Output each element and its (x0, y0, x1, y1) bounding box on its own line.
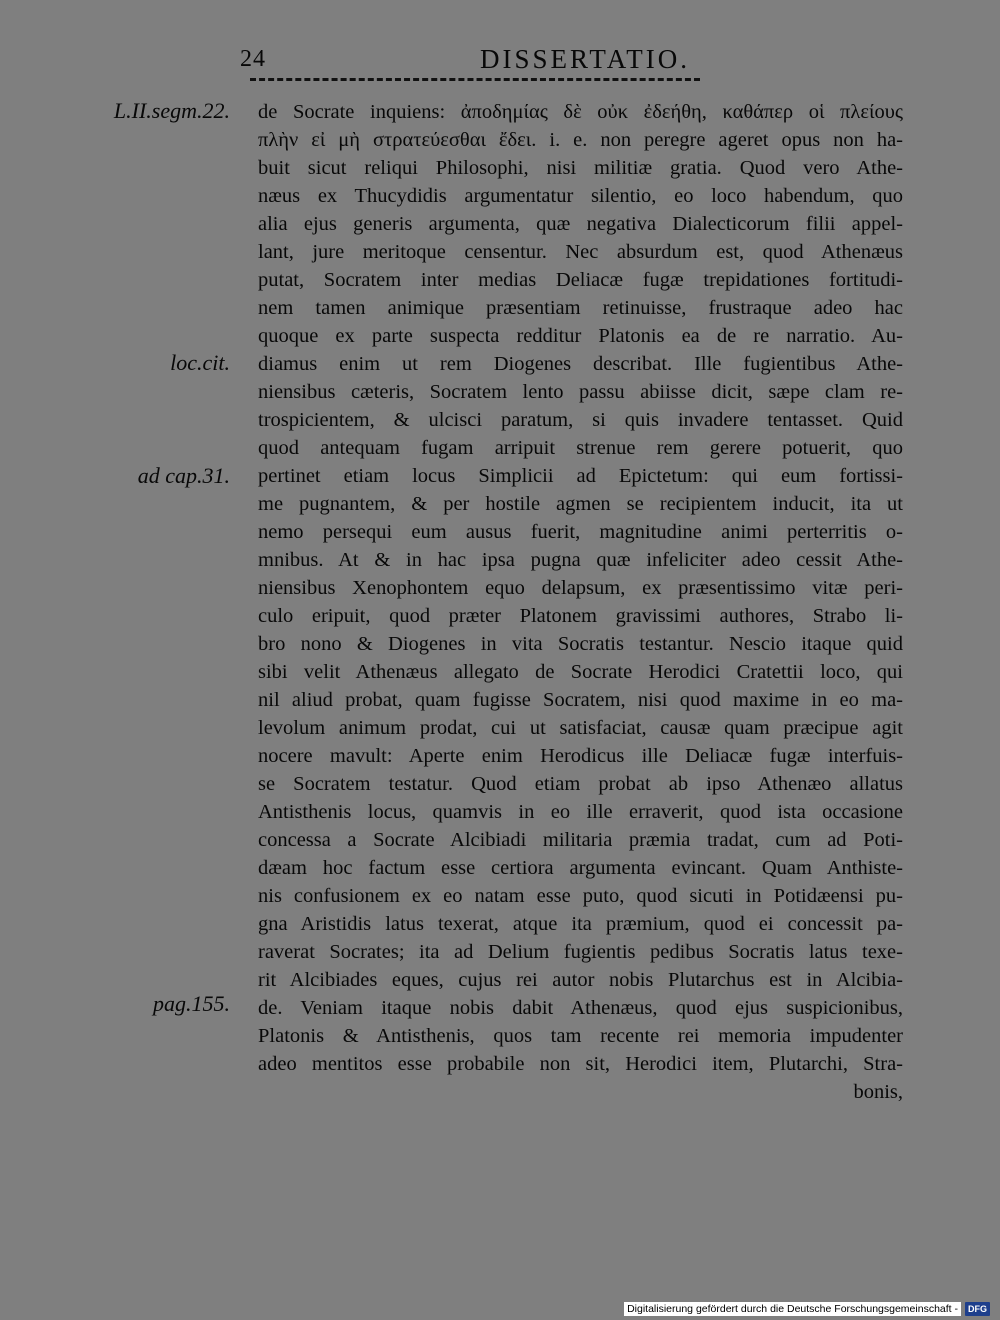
text-line: nil aliud probat, quam fugisse Socratem, nisi quod maxime in eo ma- (258, 689, 903, 711)
text-line: rit Alcibiades eques, cujus rei autor nobis Plutarchus est in Alcibia- (258, 969, 903, 991)
margin-note: ad cap.31. (137, 463, 230, 488)
digitization-credit (624, 1302, 990, 1316)
text-line: concessa a Socrate Alcibiadi militaria præmia tradat, cum ad Poti- (258, 829, 903, 851)
text-line: niensibus Xenophontem equo delapsum, ex præsentissimo vitæ peri- (258, 577, 903, 599)
text-line: gna Aristidis latus texerat, atque ita præmium, quod ei concessit pa- (258, 913, 903, 935)
header-rule (250, 78, 700, 81)
running-title: DISSERTATIO. (480, 44, 690, 74)
margin-note: loc.cit. (170, 350, 230, 375)
text-line: trospicientem, & ulcisci paratum, si quis invadere tentasset. Quid (258, 409, 903, 431)
text-line: Platonis & Antisthenis, quos tam recente rei memoria impudenter (258, 1025, 903, 1047)
margin-note: L.II.segm.22. (113, 98, 230, 123)
text-line: pertinet etiam locus Simplicii ad Epictetum: qui eum fortissi- (258, 465, 903, 487)
text-line: dæam hoc factum esse certiora argumenta evincant. Quam Anthiste- (258, 857, 903, 879)
text-line: sibi velit Athenæus allegato de Socrate Herodici Cratettii loco, qui (258, 661, 903, 683)
text-line: Antisthenis locus, quamvis in eo ille erraverit, quod ista occasione (258, 801, 903, 823)
text-line: raverat Socrates; ita ad Delium fugientis pedibus Socratis latus texe- (258, 941, 903, 963)
text-line: næus ex Thucydidis argumentatur silentio, eo loco habendum, quo (258, 185, 903, 207)
text-line: levolum animum prodat, cui ut satisfaciat, causæ quam præcipue agit (258, 717, 903, 739)
catchword: bonis, (853, 1081, 903, 1103)
text-line: lant, jure meritoque censentur. Nec absurdum est, quod Athenæus (258, 241, 903, 263)
text-line: πλὴν εἰ μὴ στρατεύεσθαι ἔδει. i. e. non peregre ageret opus non ha- (258, 129, 903, 151)
text-line: culo eripuit, quod præter Platonem gravissimi authores, Strabo li- (258, 605, 903, 627)
text-line: quod antequam fugam arripuit strenue rem gerere potuerit, quo (258, 437, 903, 459)
text-line: niensibus cæteris, Socratem lento passu abiisse dicit, sæpe clam re- (258, 381, 903, 403)
text-line: me pugnantem, & per hostile agmen se recipientem inducit, ita ut (258, 493, 903, 515)
text-line: nem tamen animique præsentiam retinuisse, frustraque adeo hac (258, 297, 903, 319)
text-line: buit sicut reliqui Philosophi, nisi militiæ gratia. Quod vero Athe- (258, 157, 903, 179)
text-line: adeo mentitos esse probabile non sit, Herodici item, Plutarchi, Stra- (258, 1053, 903, 1075)
text-line: de. Veniam itaque nobis dabit Athenæus, quod ejus suspicionibus, (258, 997, 903, 1019)
text-line: nemo persequi eum ausus fuerit, magnitudine animi perterritis o- (258, 521, 903, 543)
text-line: putat, Socratem inter medias Deliacæ fugæ trepidationes fortitudi- (258, 269, 903, 291)
credit-text: Digitalisierung gefördert durch die Deutsche Forschungsgemeinschaft - (624, 1302, 961, 1316)
page-header (240, 44, 690, 80)
text-line: de Socrate inquiens: ἀποδημίας δὲ οὐκ ἐδεήθη, καθάπερ οἱ πλείους (258, 101, 903, 123)
text-line: alia ejus generis argumenta, quæ negativa Dialecticorum filii appel- (258, 213, 903, 235)
text-line: bro nono & Diogenes in vita Socratis testantur. Nescio itaque quid (258, 633, 903, 655)
text-line: nocere mavult: Aperte enim Herodicus ille Deliacæ fugæ interfuis- (258, 745, 903, 767)
text-line: quoque ex parte suspecta redditur Platonis ea de re narratio. Au- (258, 325, 903, 347)
margin-note: pag.155. (153, 991, 230, 1016)
dfg-logo: DFG (965, 1302, 990, 1316)
text-line: nis confusionem ex eo natam esse puto, quod sicuti in Potidæensi pu- (258, 885, 903, 907)
text-line: diamus enim ut rem Diogenes describat. Ille fugientibus Athe- (258, 353, 903, 375)
text-line: mnibus. At & in hac ipsa pugna quæ infeliciter adeo cessit Athe- (258, 549, 903, 571)
text-line: se Socratem testatur. Quod etiam probat ab ipso Athenæo allatus (258, 773, 903, 795)
page-number: 24 (240, 46, 266, 72)
